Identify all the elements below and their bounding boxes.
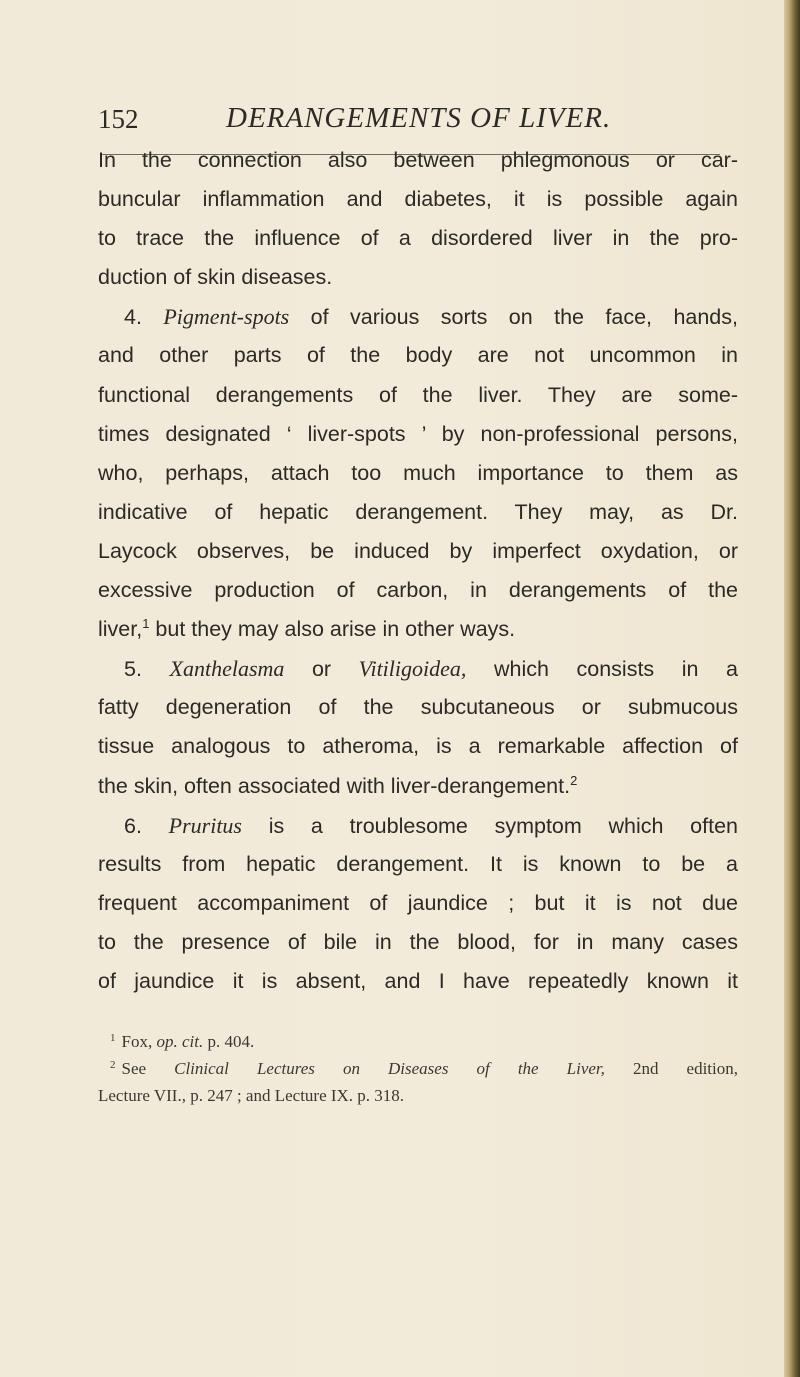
running-title: DERANGEMENTS OF LIVER. [226,102,612,134]
section-number: 5. [124,657,142,682]
text-line: frequent accompaniment of jaundice ; but it is not due [98,890,738,915]
text-line: buncular inflammation and diabetes, it is possible again [98,187,738,212]
footnote-ref[interactable]: 2 [570,772,578,788]
book-edge [784,0,800,1377]
footnotes [98,1028,738,1109]
footnote-mark: 1 [110,1032,116,1044]
footnote-1: $^1$ Fox, op. cit. p. 404. [110,1032,255,1051]
footnote-2-continuation: Lecture VII., p. 247 ; and Lecture IX. p. 318. [98,1086,405,1105]
section-term: Xanthelasma [169,656,285,682]
footnote-mark: 2 [110,1059,116,1071]
text-line: indicative of hepatic derangement. They may, as Dr. [98,499,738,524]
text-line: fatty degeneration of the subcutaneous or submucous [98,695,738,720]
text-line: to trace the influence of a disordered liver in the pro- [98,226,738,251]
text-line: liver,$^1$ but they may also arise in other ways. [98,616,516,642]
text-line: of jaundice it is absent, and I have repeatedly known it [98,968,738,993]
text-line: 4. Pigment-spots of various sorts on the face, hands, [124,304,738,330]
text-line: tissue analogous to atheroma, is a remarkable affection of [98,734,738,759]
text-line: the skin, often associated with liver-derangement.$^2$ [98,772,578,798]
section-number: 6. [124,813,142,838]
footnote-ref[interactable]: 1 [142,616,150,632]
text-line: duction of skin diseases. [98,265,333,290]
page-number: 152 [98,104,139,134]
text-line: Laycock observes, be induced by imperfect oxydation, or [98,538,738,563]
text-line: results from hepatic derangement. It is known to be a [98,851,738,876]
text-line: excessive production of carbon, in derangements of the [98,578,738,603]
footnote-2: $^2$ See Clinical Lectures on Diseases of the Liver, 2nd edition, [110,1059,739,1078]
text-line: and other parts of the body are not uncommon in [98,343,738,368]
text-line: functional derangements of the liver. They are some- [98,382,738,407]
text-line: to the presence of bile in the blood, for in many cases [98,929,738,954]
text-line: 6. Pruritus is a troublesome symptom which often [124,812,738,838]
text-line: times designated ‘ liver-spots ’ by non-professional persons, [98,421,738,446]
section-term: Pruritus [168,812,242,838]
running-head [98,104,738,140]
section-term: Vitiligoidea, [358,656,467,682]
section-number: 4. [124,305,142,330]
text-line: who, perhaps, attach too much importance to them as [98,460,738,485]
text-line: In the connection also between phlegmonous or car- [98,148,738,172]
body-text [98,141,738,1001]
text-line: 5. Xanthelasma or Vitiligoidea, which consists in a [124,656,738,682]
section-term: Pigment-spots [163,304,290,330]
